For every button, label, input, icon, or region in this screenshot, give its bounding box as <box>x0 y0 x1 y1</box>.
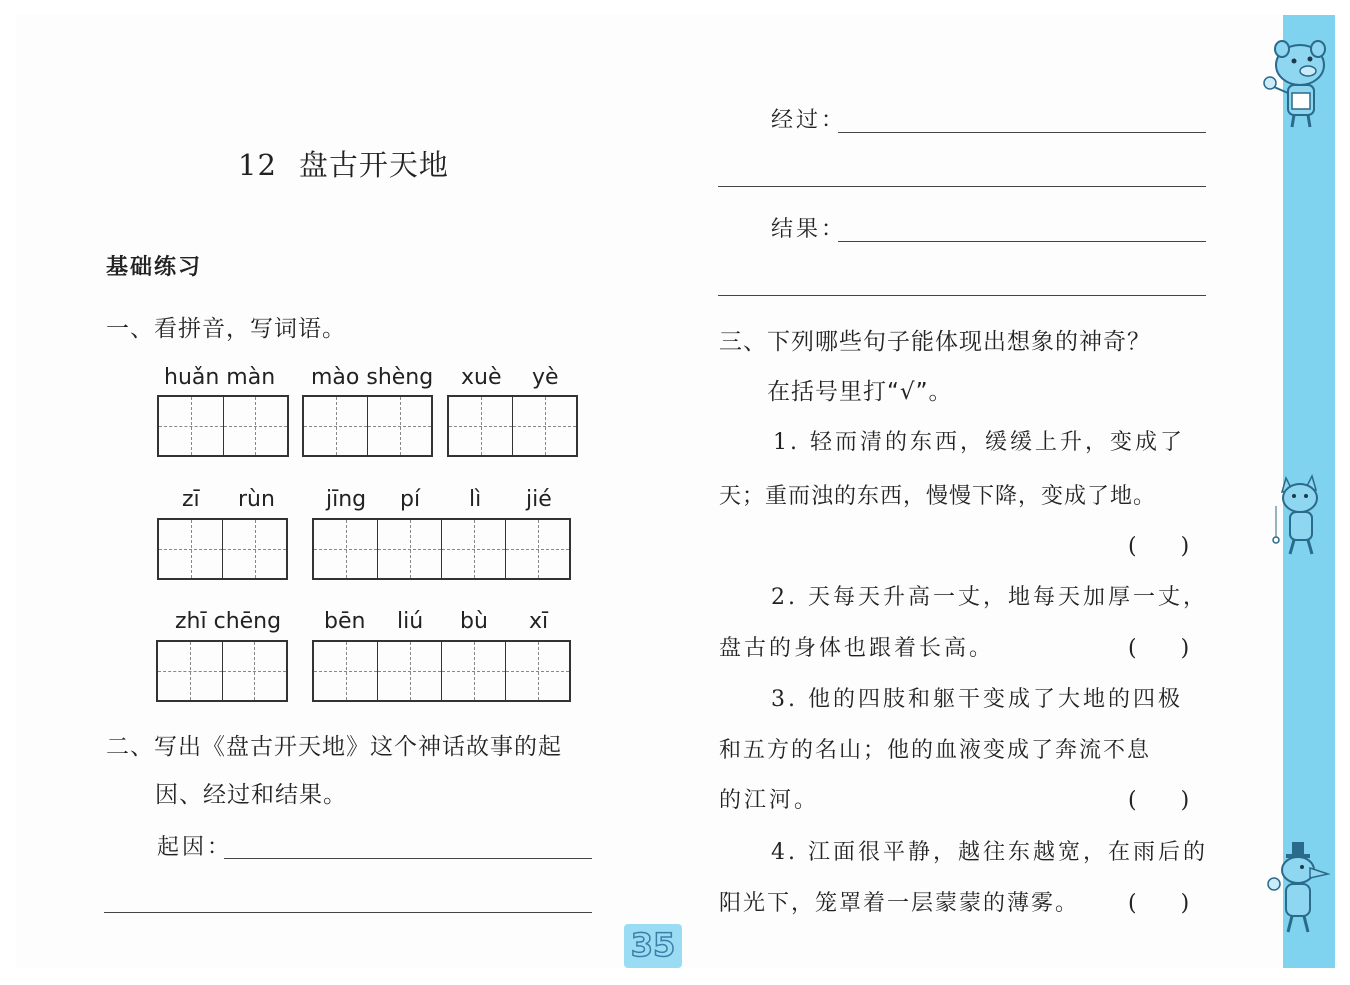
writing-grid-xue-ye[interactable] <box>447 395 578 457</box>
writing-grid-mao-sheng[interactable] <box>302 395 433 457</box>
pinyin-run: rùn <box>238 487 275 512</box>
pinyin-huan-man: huǎn màn <box>164 365 276 390</box>
q1-prompt: 一、看拼音，写词语。 <box>106 316 346 342</box>
lesson-name: 盘古开天地 <box>298 148 449 182</box>
q3-item1-answer-paren[interactable]: ( ) <box>1128 534 1190 559</box>
q3-item4-answer-paren[interactable]: ( ) <box>1128 891 1190 916</box>
pinyin-pi: pí <box>400 487 421 512</box>
pinyin-bu: bù <box>460 609 488 634</box>
result-answer-line[interactable] <box>838 241 1206 242</box>
q3-item2-answer-paren[interactable]: ( ) <box>1128 636 1190 661</box>
q2-prompt-line2: 因、经过和结果。 <box>155 782 347 808</box>
cause-answer-line[interactable] <box>224 858 592 859</box>
process-label: 经过： <box>771 108 847 133</box>
writing-grid-zhi-cheng[interactable] <box>156 640 288 702</box>
q3-item3-line1: 3. 他的四肢和躯干变成了大地的四极 <box>771 687 1183 712</box>
pig-mascot-icon <box>1258 35 1338 130</box>
page-number: 35 <box>630 926 676 964</box>
q3-item1-line1: 1. 轻而清的东西，缓缓上升，变成了 <box>773 430 1185 455</box>
fox-mascot-icon <box>1258 838 1336 936</box>
lesson-number: 12 <box>238 148 277 182</box>
lesson-title <box>238 143 449 184</box>
result-label: 结果： <box>771 217 847 242</box>
result-answer-line-2[interactable] <box>718 295 1206 296</box>
process-answer-line[interactable] <box>838 132 1206 133</box>
q3-item2-line1: 2. 天每天升高一丈，地每天加厚一丈， <box>771 585 1208 610</box>
pinyin-mao-sheng: mào shèng <box>311 365 434 390</box>
cat-mascot-icon <box>1266 470 1336 560</box>
writing-grid-zi-run[interactable] <box>157 518 288 580</box>
q3-item2-line2: 盘古的身体也跟着长高。 <box>719 636 995 661</box>
cause-label: 起因： <box>157 835 233 860</box>
pinyin-xue: xuè <box>461 365 502 390</box>
pinyin-ye: yè <box>532 365 559 390</box>
q3-prompt-line1: 三、下列哪些句子能体现出想象的神奇？ <box>719 329 1151 355</box>
q2-prompt-line1: 二、写出《盘古开天地》这个神话故事的起 <box>106 734 562 760</box>
q3-prompt-line2: 在括号里打“√”。 <box>767 379 953 405</box>
q3-item4-line1: 4. 江面很平静，越往东越宽，在雨后的 <box>771 840 1208 865</box>
cause-answer-line-2[interactable] <box>104 912 592 913</box>
section-title: 基础练习 <box>106 255 203 280</box>
writing-grid-huan-man[interactable] <box>157 395 289 457</box>
pinyin-jie: jié <box>526 487 552 512</box>
q3-item3-answer-paren[interactable]: ( ) <box>1128 788 1190 813</box>
pinyin-liu: liú <box>397 609 424 634</box>
pinyin-zi: zī <box>182 487 200 512</box>
pinyin-ben: bēn <box>324 609 366 634</box>
pinyin-xi: xī <box>529 609 549 634</box>
q3-item3-line3: 的江河。 <box>719 788 820 813</box>
process-answer-line-2[interactable] <box>718 186 1206 187</box>
pinyin-zhi-cheng: zhī chēng <box>175 609 282 634</box>
writing-grid-ben-liu-bu-xi[interactable] <box>312 640 571 702</box>
pinyin-jing: jīng <box>326 487 367 512</box>
q3-item1-line2: 天；重而浊的东西，慢慢下降，变成了地。 <box>719 484 1157 509</box>
q3-item4-line2: 阳光下，笼罩着一层蒙蒙的薄雾。 <box>719 891 1080 916</box>
q3-item3-line2: 和五方的名山；他的血液变成了奔流不息 <box>719 738 1152 763</box>
pinyin-li: lì <box>469 487 482 512</box>
writing-grid-jing-pi-li-jie[interactable] <box>312 518 571 580</box>
